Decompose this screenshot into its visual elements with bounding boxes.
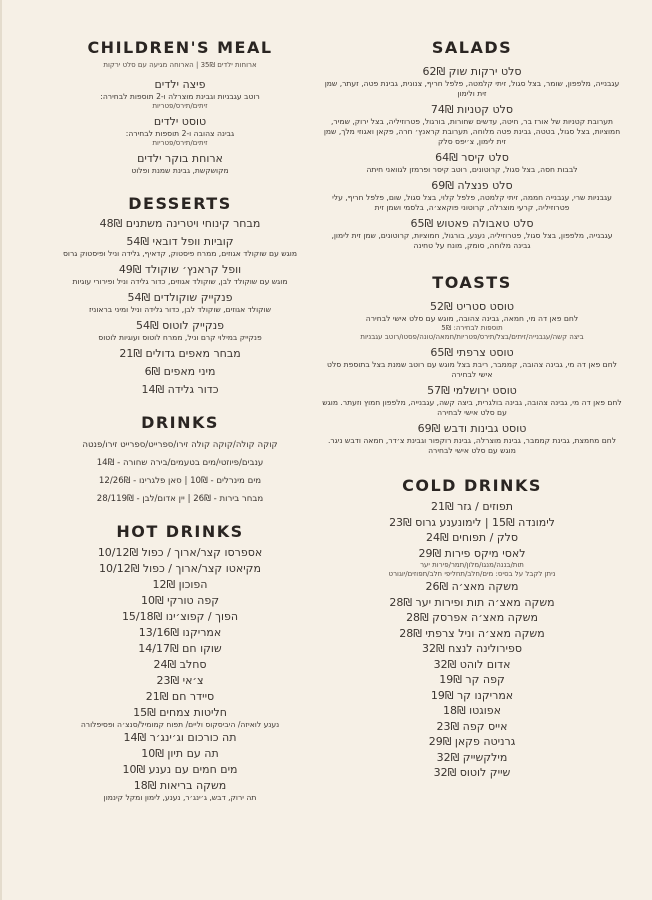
item-desc: נענע לואיזה/ היביסקוס וליים/ תפוח קמומיל/סנצ׳ה ופסיפלורה bbox=[80, 720, 280, 729]
item-desc: מוגש עם שוקולד אגוזים, ממרח פיסטוק, קדאיף, גלידה וניל ופיסטוק גרוס bbox=[63, 249, 297, 258]
item-desc: מקושקשת, גבינת שמנת ופלוט bbox=[131, 166, 229, 175]
item-desc: ניתן לקבל על בסיס: מים/חלב/תחליפי חלב/תפוזים/יוגורט bbox=[388, 570, 556, 578]
item-name: אייס קפה 23₪ bbox=[436, 719, 508, 733]
menu-item bbox=[30, 365, 330, 379]
menu-item bbox=[30, 291, 330, 315]
item-name: סלט טאבולה פאטוש 65₪ bbox=[410, 217, 534, 230]
menu-item bbox=[30, 383, 330, 397]
item-desc: שוקולד אגוזים, שוקולד לבן, כדור גלידה וניל ומיני בראוניז bbox=[88, 305, 272, 314]
item-name: סיידר חם 21₪ bbox=[145, 690, 215, 703]
item-name: פיצה ילדים bbox=[154, 78, 206, 91]
item-name: סלט ירקות שוק 62₪ bbox=[422, 65, 522, 78]
menu-item bbox=[30, 115, 330, 148]
item-desc: לבבות חסה, בצל סגול, קרוטונים, רוטב קיסר ופרמזן לגוואני חיתה bbox=[366, 165, 578, 174]
item-desc: עגבניות שרי, עגבנייה חממה, זיתי קלמטה, פלפל קלוי, בצל סגול, שום, פלפל חריף, עלי פטרוזיליה, קרעי מוצרלה, קרוטוני פוקאצ׳ה, בלסמי ושמן זית bbox=[332, 193, 612, 212]
item-name: ארוחת בוקר ילדים bbox=[137, 152, 223, 165]
item-name: שייק לוטוס 32₪ bbox=[433, 766, 511, 779]
item-name: מבחר קינוחי ויטרינה משתנים 48₪ bbox=[99, 217, 261, 230]
item-name: פנקייק לוטוס 54₪ bbox=[136, 319, 224, 332]
item-name: הפוכון 12₪ bbox=[152, 578, 208, 591]
item-name: סלט קטניות 74₪ bbox=[430, 103, 514, 116]
item-sub: זיתים/תירס/פטריות bbox=[152, 102, 208, 110]
item-name: משקה מאצ׳ה 26₪ bbox=[425, 580, 519, 593]
desserts-section bbox=[30, 194, 330, 397]
item-name: ספירולינה לנצח 32₪ bbox=[422, 642, 522, 655]
drinks-line: קוקה קולה/קוקה קולה זירו/ספרייט/ספרייט זירו/פנטה bbox=[82, 440, 278, 450]
drinks-section bbox=[30, 413, 330, 508]
item-name: גרניטה פקאן 29₪ bbox=[428, 735, 516, 748]
item-name: מילקשייק 32₪ bbox=[436, 750, 508, 764]
item-name: שוקו חם 14/17₪ bbox=[138, 642, 222, 655]
menu-item bbox=[30, 152, 330, 176]
item-name: טוסט גבינות ודבש 69₪ bbox=[417, 422, 527, 435]
menu-item bbox=[322, 384, 622, 418]
menu-item bbox=[322, 151, 622, 175]
item-desc: לחם פאן דה מי, גבינה צהובה, גבינה בולגרית, ביצה קשה, עגבנייה, מלפפון חמוץ וזעתר. מוגש עם סלט אישי לבחירה bbox=[322, 398, 622, 417]
item-name: לימונדה 15₪ | לימונענע גרוס 23₪ bbox=[389, 515, 555, 529]
item-name: סלט פנצלה 69₪ bbox=[431, 179, 513, 192]
toasts-section bbox=[322, 273, 622, 456]
item-desc: רוטב עגבניות וגבינת מוצרלה ו-2 תוספות לבחירה: bbox=[100, 92, 260, 101]
item-name: משקה בריאות 18₪ bbox=[133, 779, 227, 792]
item-name: טוסט סטריט 52₪ bbox=[429, 300, 515, 313]
menu-item bbox=[322, 300, 622, 342]
menu-item bbox=[30, 235, 330, 259]
item-name: הפוך / קפוצ׳ינו 15/18₪ bbox=[121, 610, 239, 623]
section-title: COLD DRINKS bbox=[402, 476, 542, 495]
item-name: אדום לוהט 32₪ bbox=[433, 657, 511, 671]
section-title: TOASTS bbox=[432, 273, 512, 292]
item-desc: תערובת קטניות של אורז בר, חיטה, עדשים שחורות, בורגול, פטרוזיליה, בצל ירוק, שמיר, חמוציות, בצל סגול, בטטה, גבינת פטה מלוחה, תערובת קראנץ׳ חרה, פקאן ואגוזי מלך, שמן זית לימון, צ׳יפס סלק bbox=[323, 117, 621, 146]
item-name: כדור גלידה 14₪ bbox=[141, 383, 219, 396]
item-sub: תוספות לבחירה: 5₪ bbox=[441, 324, 503, 332]
item-name: טוסט ילדים bbox=[153, 115, 207, 128]
menu-item bbox=[322, 179, 622, 213]
menu-item bbox=[30, 78, 330, 111]
left-column bbox=[30, 38, 330, 803]
drinks-line: ענבים/פיוזטי/מים בטעמים/בירה שחורה - 14₪ bbox=[96, 458, 264, 468]
item-name: וופל קראנץ׳ שוקולד 49₪ bbox=[118, 263, 242, 276]
item-sub: זיתים/תירס/פטריות bbox=[152, 139, 208, 147]
item-name: חליטות צמחים 15₪ bbox=[133, 706, 227, 719]
item-name: טוסט צרפתי 65₪ bbox=[430, 346, 514, 359]
item-name: תה כורכום וג׳ינג׳ר 14₪ bbox=[123, 731, 237, 744]
item-name: משקה מאצ׳ה תות ופירות יער 28₪ bbox=[389, 595, 555, 609]
item-name: קוביות וופל דובאי 54₪ bbox=[126, 235, 234, 248]
item-name: סחלב 24₪ bbox=[153, 658, 207, 671]
item-name: פנקייק שוקולדים 54₪ bbox=[127, 291, 233, 304]
item-name: טוסט ירושלמי 57₪ bbox=[427, 384, 517, 397]
item-desc: עגבנייה, מלפפון, בצל סגול, פטרוזיליה, נענע, בורגול, חמוציות, קרוטונים, שמן זית לימון, גבינה מלוחה, סומק, מונח על טחינה bbox=[331, 231, 613, 250]
section-note: ארוחות ילדים 35₪ | הארוחה מגיעה עם סלט ירקות bbox=[103, 61, 257, 69]
item-name: אמריקנו 13/16₪ bbox=[138, 626, 222, 639]
item-name: מקיאטו קצר/ארוך / כפול 10/12₪ bbox=[99, 562, 261, 575]
menu-item bbox=[30, 217, 330, 231]
item-name: לאסי מיקס פירות 29₪ bbox=[418, 546, 526, 560]
item-name: קפה קר 19₪ bbox=[439, 673, 505, 686]
item-desc: לחם פאן דה מי, גבינה צהובה, קממבר, ריבת בצל מוגש עם רוטב שמנת בצל בתוספת סלט אישי לבחירה bbox=[327, 360, 617, 379]
section-title: DESSERTS bbox=[128, 194, 232, 213]
item-name: סלט קיסר 64₪ bbox=[435, 151, 509, 164]
section-title: SALADS bbox=[431, 38, 513, 57]
menu-item bbox=[322, 346, 622, 380]
drinks-line: מבחר בירות - 26₪ | יין אדום/לבן - 28/119₪ bbox=[96, 494, 264, 504]
item-name: משקה מאצ׳ה אפרסק 28₪ bbox=[406, 611, 538, 624]
item-name: מים חמים עם נענע 10₪ bbox=[122, 763, 238, 776]
menu-item bbox=[322, 103, 622, 147]
item-desc: תות/בננה/מנגו/מלון/תמר/פירות יער bbox=[420, 561, 524, 569]
item-desc: לחם פאן דה מי, חמאה, גבינה צהובה, מוגש עם סלט אישי לבחירה bbox=[365, 314, 579, 323]
item-name: קפה טורקי 10₪ bbox=[140, 594, 220, 607]
item-name: מבחר מאפים גדולים 21₪ bbox=[119, 347, 241, 360]
item-name: צ׳אי 23₪ bbox=[156, 674, 204, 687]
item-desc: תה ירוק, דבש, ג׳ינג׳ר, נענע, לימון ומקל קינמון bbox=[103, 793, 257, 802]
right-column bbox=[322, 38, 622, 781]
item-name: סלק / תפוחים 24₪ bbox=[425, 531, 519, 544]
menu-item bbox=[322, 217, 622, 251]
salads-section bbox=[322, 38, 622, 251]
item-name: אספרסו קצר/ארוך / כפול 10/12₪ bbox=[97, 546, 263, 559]
item-name: תפוזים / גזר 21₪ bbox=[430, 500, 514, 513]
item-sub: ביצה קשה/עגבנייה/זיתים/בצל/תירס/פטריות/חמאה/טונה/פסטו/רוטב עגבניות bbox=[360, 333, 584, 341]
item-desc: לחם מחמצת, גבינת קממבר, גבינת מוצרלה, גבינת רוקפור וגבינת צ׳דר, חמאה ודבש ניגר. מוגש עם סלט אישי לבחירה bbox=[327, 436, 617, 455]
menu-item bbox=[30, 319, 330, 343]
item-name: תה עם תיון 10₪ bbox=[141, 747, 219, 760]
menu-item bbox=[322, 65, 622, 99]
section-title: HOT DRINKS bbox=[116, 522, 244, 541]
menu-item bbox=[322, 422, 622, 456]
menu-item bbox=[30, 347, 330, 361]
item-name: מיני מאפים 6₪ bbox=[144, 365, 216, 378]
hot-drinks-section bbox=[30, 522, 330, 803]
section-title: CHILDREN'S MEAL bbox=[87, 38, 273, 57]
childrens-meal-section bbox=[30, 38, 330, 176]
item-name: משקה מאצ׳ה וניל צרפתי 28₪ bbox=[399, 626, 545, 640]
item-desc: גבינה צהובה ו-2 תוספות לבחירה: bbox=[125, 129, 235, 138]
item-name: אמריקנו קר 19₪ bbox=[430, 688, 514, 702]
item-desc: עגבנייה, מלפפון, שומר, בצל סגול, זיתי קלמטה, פלפל חריף, צנונית, גבינת פטה, זעתר, שמן זית ולימון bbox=[324, 79, 620, 98]
item-desc: פנקייק במילוי קרם וניל, ממרח לוטוס ועוגיות לוטוס bbox=[98, 333, 262, 342]
item-name: אפוגטו 18₪ bbox=[442, 704, 501, 717]
item-desc: מוגש עם שוקולד לבן, שוקולד אגוזים, כדור גלידה וניל ופירורי עוגיות bbox=[72, 277, 288, 286]
drinks-line: מים מינרלים - 10₪ | סאן פלגרינו - 12/26₪ bbox=[98, 476, 262, 486]
menu-item bbox=[30, 263, 330, 287]
cold-drinks-section bbox=[322, 476, 622, 781]
section-title: DRINKS bbox=[141, 413, 219, 432]
